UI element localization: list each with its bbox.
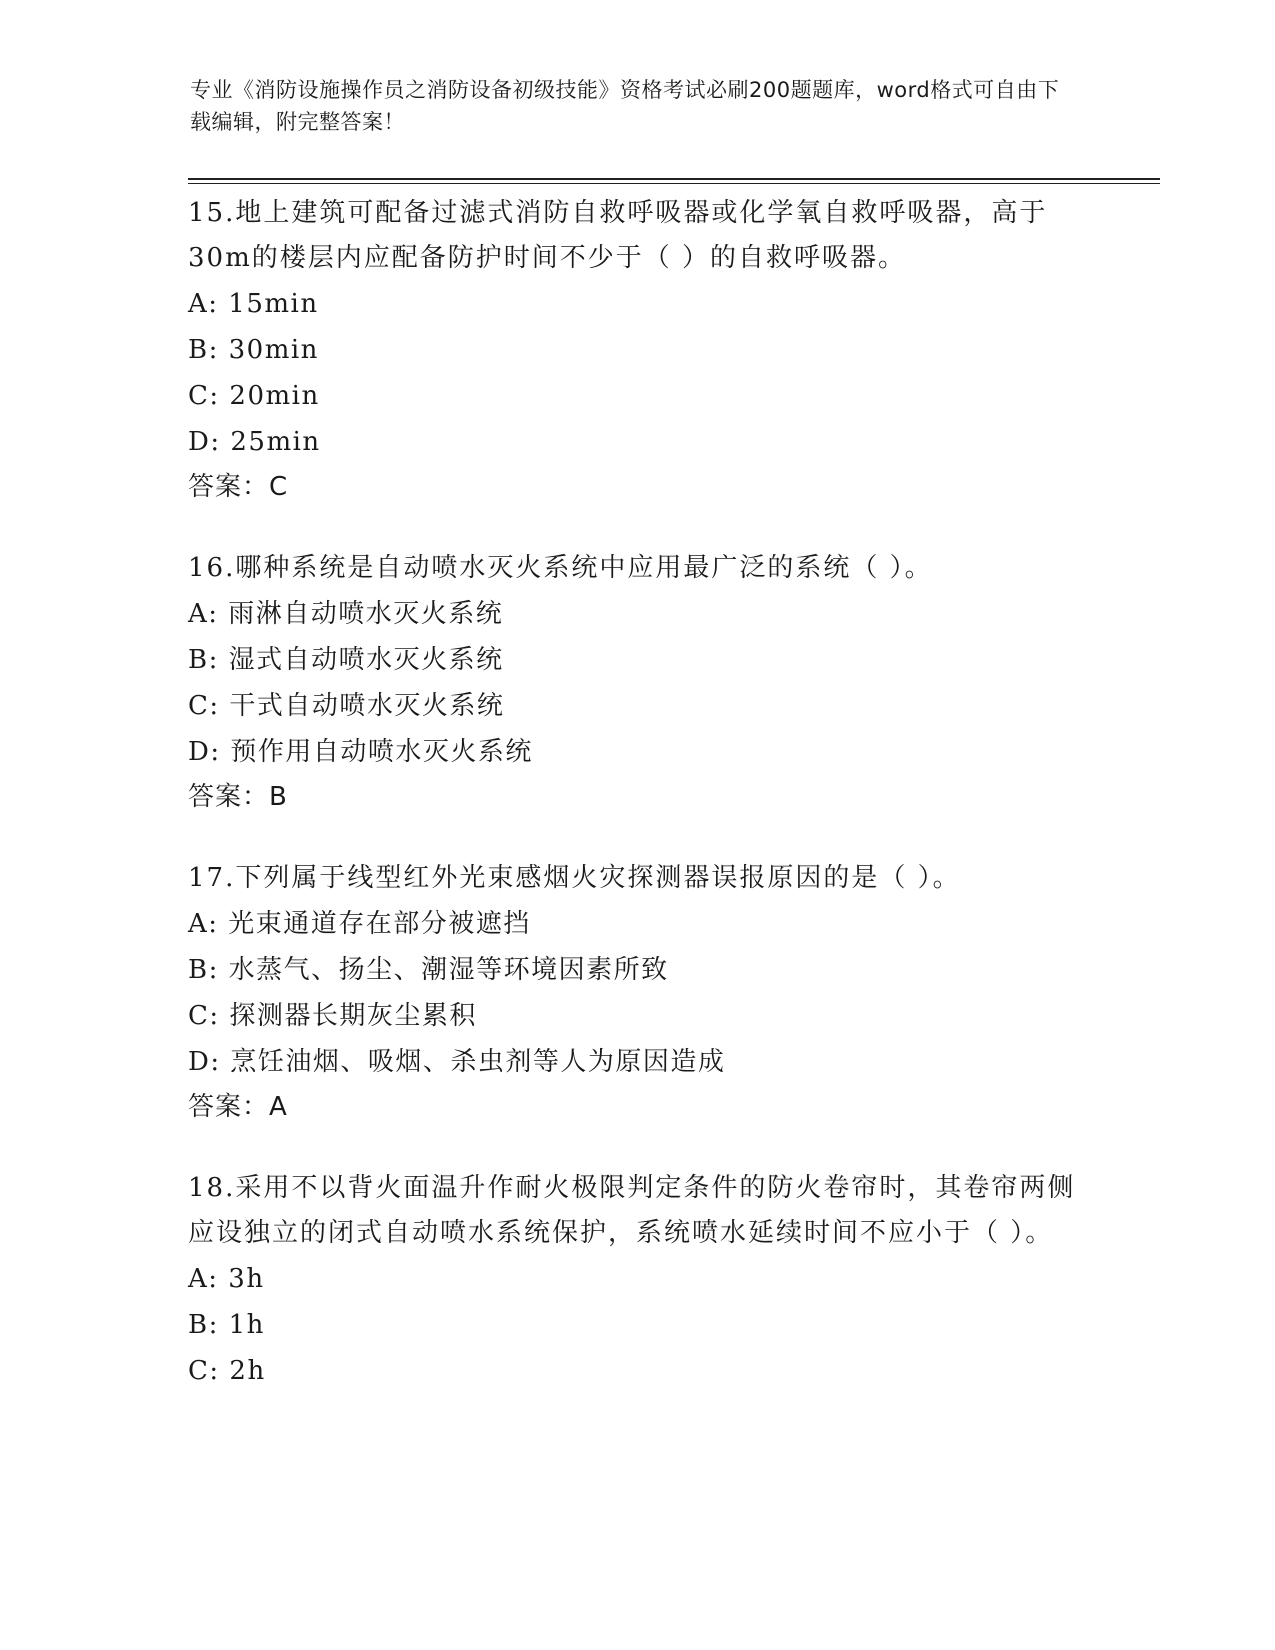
document-header: 专业《消防设施操作员之消防设备初级技能》资格考试必刷200题题库，word格式可自由下载编辑，附完整答案！ bbox=[190, 78, 1060, 134]
option-c: C: 20min bbox=[188, 381, 320, 411]
answer-text: 答案：C bbox=[188, 472, 289, 502]
option-a: A: 雨淋自动喷水灭火系统 bbox=[188, 599, 504, 629]
question-stem: 17.下列属于线型红外光束感烟火灾探测器误报原因的是（ ）。 bbox=[188, 863, 961, 893]
question-stem: 16.哪种系统是自动喷水灭火系统中应用最广泛的系统（ ）。 bbox=[188, 553, 933, 583]
answer-text: 答案：A bbox=[188, 1092, 288, 1122]
option-b: B: 湿式自动喷水灭火系统 bbox=[188, 645, 504, 675]
header-divider-thin bbox=[188, 183, 1160, 184]
option-b: B: 1h bbox=[188, 1310, 265, 1340]
header-divider-thick bbox=[188, 178, 1160, 180]
question-15 bbox=[188, 191, 1088, 509]
question-stem: 18.采用不以背火面温升作耐火极限判定条件的防火卷帘时，其卷帘两侧应设独立的闭式自动喷水系统保护，系统喷水延续时间不应小于（ ）。 bbox=[188, 1173, 1076, 1248]
option-a: A: 3h bbox=[188, 1264, 265, 1294]
question-17 bbox=[188, 856, 1088, 1129]
answer-text: 答案：B bbox=[188, 782, 288, 812]
option-c: C: 2h bbox=[188, 1356, 266, 1386]
option-c: C: 干式自动喷水灭火系统 bbox=[188, 691, 505, 721]
option-b: B: 30min bbox=[188, 335, 319, 365]
option-d: D: 烹饪油烟、吸烟、杀虫剂等人为原因造成 bbox=[188, 1047, 726, 1077]
option-a: A: 光束通道存在部分被遮挡 bbox=[188, 909, 531, 939]
option-d: D: 预作用自动喷水灭火系统 bbox=[188, 737, 533, 767]
question-list bbox=[188, 191, 1088, 1431]
option-b: B: 水蒸气、扬尘、潮湿等环境因素所致 bbox=[188, 955, 669, 985]
question-18 bbox=[188, 1166, 1088, 1394]
question-16 bbox=[188, 546, 1088, 819]
option-a: A: 15min bbox=[188, 289, 319, 319]
option-c: C: 探测器长期灰尘累积 bbox=[188, 1001, 477, 1031]
question-stem: 15.地上建筑可配备过滤式消防自救呼吸器或化学氧自救呼吸器，高于30m的楼层内应配备防护时间不少于（ ）的自救呼吸器。 bbox=[188, 198, 1048, 273]
option-d: D: 25min bbox=[188, 427, 321, 457]
